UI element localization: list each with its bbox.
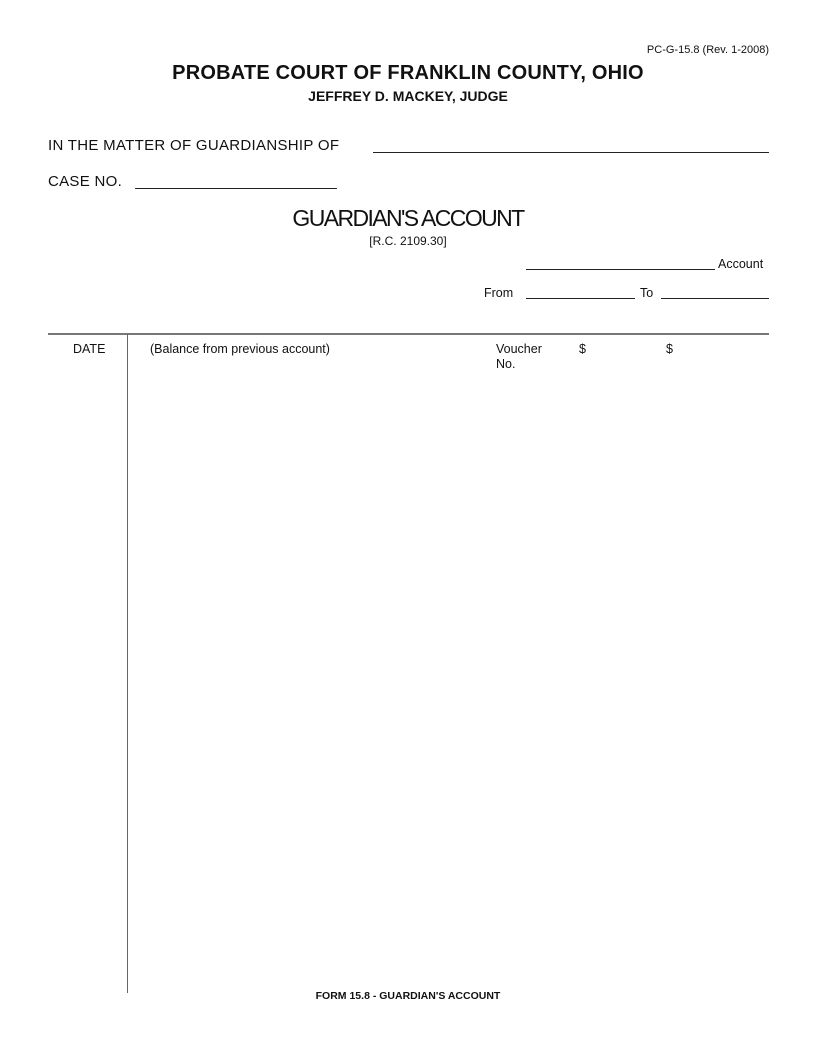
judge-name: JEFFREY D. MACKEY, JUDGE bbox=[308, 88, 508, 104]
ledger-date-column-divider bbox=[127, 334, 128, 993]
ledger-header-amount-2: $ bbox=[666, 342, 673, 356]
matter-row bbox=[48, 137, 339, 154]
case-no-label: CASE NO. bbox=[48, 173, 123, 190]
ledger-header-amount-1: $ bbox=[579, 342, 586, 356]
account-label: Account bbox=[718, 257, 764, 271]
ledger-header-description: (Balance from previous account) bbox=[150, 342, 330, 356]
to-label: To bbox=[640, 286, 654, 300]
to-date-field[interactable] bbox=[661, 298, 769, 299]
statute-reference: [R.C. 2109.30] bbox=[369, 234, 447, 248]
ledger-top-rule bbox=[48, 333, 769, 335]
ledger-header-date: DATE bbox=[73, 342, 106, 356]
form-number: PC-G-15.8 (Rev. 1-2008) bbox=[646, 44, 769, 56]
ledger-header-voucher: Voucher No. bbox=[496, 342, 542, 371]
document-title: GUARDIAN'S ACCOUNT bbox=[292, 205, 524, 231]
account-number-field[interactable] bbox=[526, 269, 715, 270]
form-footer: FORM 15.8 - GUARDIAN'S ACCOUNT bbox=[315, 990, 501, 1002]
matter-field[interactable] bbox=[373, 152, 769, 153]
ledger-body[interactable] bbox=[130, 372, 769, 990]
from-label: From bbox=[484, 286, 514, 300]
case-no-row bbox=[48, 173, 122, 190]
matter-label: IN THE MATTER OF GUARDIANSHIP OF bbox=[48, 137, 340, 154]
case-no-field[interactable] bbox=[135, 188, 337, 189]
from-date-field[interactable] bbox=[526, 298, 635, 299]
court-name: PROBATE COURT OF FRANKLIN COUNTY, OHIO bbox=[172, 62, 644, 84]
